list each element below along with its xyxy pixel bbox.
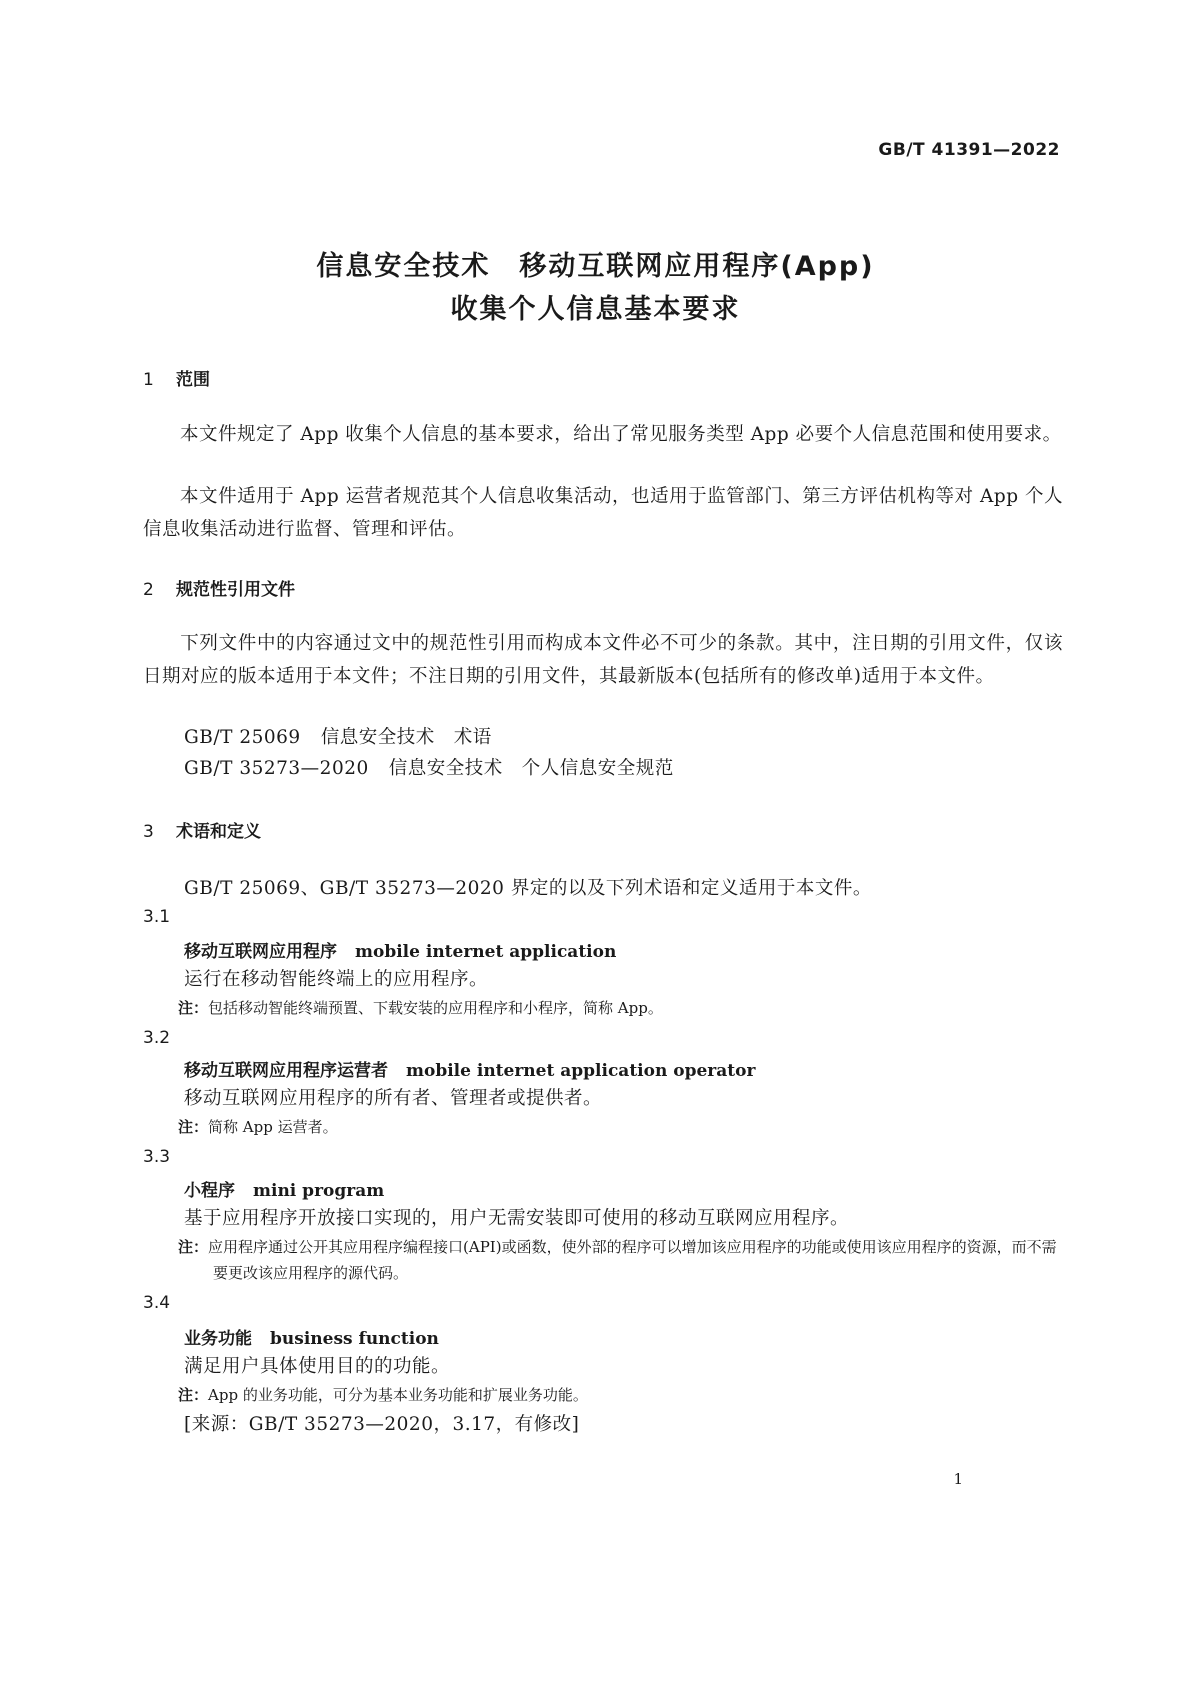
section-title: 术语和定义 (176, 822, 261, 842)
term-source: [来源：GB/T 35273—2020，3.17，有修改] (184, 1414, 580, 1435)
term-chinese: 移动互联网应用程序运营者 (184, 1061, 388, 1081)
paragraph-text: 本文件规定了 App 收集个人信息的基本要求，给出了常见服务类型 App 必要个人信息范围和使用要求。 (180, 424, 1062, 445)
note-text: App 的业务功能，可分为基本业务功能和扩展业务功能。 (208, 1386, 588, 1404)
term-chinese: 移动互联网应用程序 (184, 942, 337, 962)
term-chinese: 业务功能 (184, 1329, 252, 1349)
term-english: mobile internet application (355, 942, 617, 962)
term-english: business function (270, 1329, 439, 1349)
normative-reference-1 (184, 723, 492, 749)
document-title-line1: 信息安全技术 移动互联网应用程序(App) (316, 251, 875, 282)
term-english: mini program (253, 1181, 385, 1201)
note-text: 包括移动智能终端预置、下载安装的应用程序和小程序，简称 App。 (208, 999, 663, 1017)
section-title: 规范性引用文件 (176, 580, 295, 600)
section-2-heading (143, 575, 295, 600)
section-1-paragraph-2 (143, 480, 1063, 546)
section-number: 3 (143, 822, 154, 842)
term-english: mobile internet application operator (406, 1061, 756, 1081)
term-number: 3.3 (143, 1147, 171, 1167)
term-note (178, 1114, 1063, 1140)
section-number: 2 (143, 580, 154, 600)
note-label: 注： (178, 1386, 209, 1404)
page-number: 1 (953, 1470, 963, 1488)
section-2-paragraph-1 (143, 627, 1063, 693)
normative-reference-2 (184, 754, 674, 780)
note-text: 简称 App 运营者。 (208, 1118, 338, 1136)
term-note (178, 1234, 1063, 1286)
section-number: 1 (143, 370, 154, 390)
term-number: 3.4 (143, 1293, 171, 1313)
reference-title: 信息安全技术 术语 (320, 727, 492, 748)
section-title: 范围 (176, 370, 210, 390)
note-label: 注： (178, 999, 209, 1017)
term-note (178, 1382, 1063, 1408)
term-definition: 满足用户具体使用目的的功能。 (184, 1356, 451, 1377)
term-chinese: 小程序 (184, 1181, 235, 1201)
note-label: 注： (178, 1238, 209, 1256)
term-definition: 基于应用程序开放接口实现的，用户无需安装即可使用的移动互联网应用程序。 (184, 1208, 850, 1229)
note-label: 注： (178, 1118, 209, 1136)
note-text: 应用程序通过公开其应用程序编程接口(API)或函数，使外部的程序可以增加该应用程序的功能或使用该应用程序的资源，而不需要更改该应用程序的源代码。 (208, 1238, 1057, 1282)
section-1-paragraph-1 (143, 418, 1063, 451)
term-definition: 移动互联网应用程序的所有者、管理者或提供者。 (184, 1088, 603, 1109)
paragraph-text: 下列文件中的内容通过文中的规范性引用而构成本文件必不可少的条款。其中，注日期的引用文件，仅该日期对应的版本适用于本文件；不注日期的引用文件，其最新版本(包括所有的修改单)适用于本文件。 (143, 633, 1063, 687)
paragraph-text: 本文件适用于 App 运营者规范其个人信息收集活动，也适用于监管部门、第三方评估机构等对 App 个人信息收集活动进行监督、管理和评估。 (143, 486, 1063, 540)
term-entry (184, 937, 616, 962)
reference-code: GB/T 35273—2020 (184, 758, 369, 779)
section-1-heading (143, 365, 210, 390)
term-note (178, 995, 1063, 1021)
standard-code: GB/T 41391—2022 (878, 140, 1060, 160)
term-entry (184, 1176, 384, 1201)
reference-code: GB/T 25069 (184, 727, 301, 748)
section-3-heading (143, 817, 261, 842)
term-entry (184, 1056, 755, 1081)
document-title-line2: 收集个人信息基本要求 (450, 294, 741, 325)
section-3-intro: GB/T 25069、GB/T 35273—2020 界定的以及下列术语和定义适用于本文件。 (184, 878, 872, 899)
term-entry (184, 1324, 439, 1349)
term-definition: 运行在移动智能终端上的应用程序。 (184, 969, 489, 990)
term-number: 3.1 (143, 907, 171, 927)
term-number: 3.2 (143, 1028, 171, 1048)
reference-title: 信息安全技术 个人信息安全规范 (388, 758, 674, 779)
